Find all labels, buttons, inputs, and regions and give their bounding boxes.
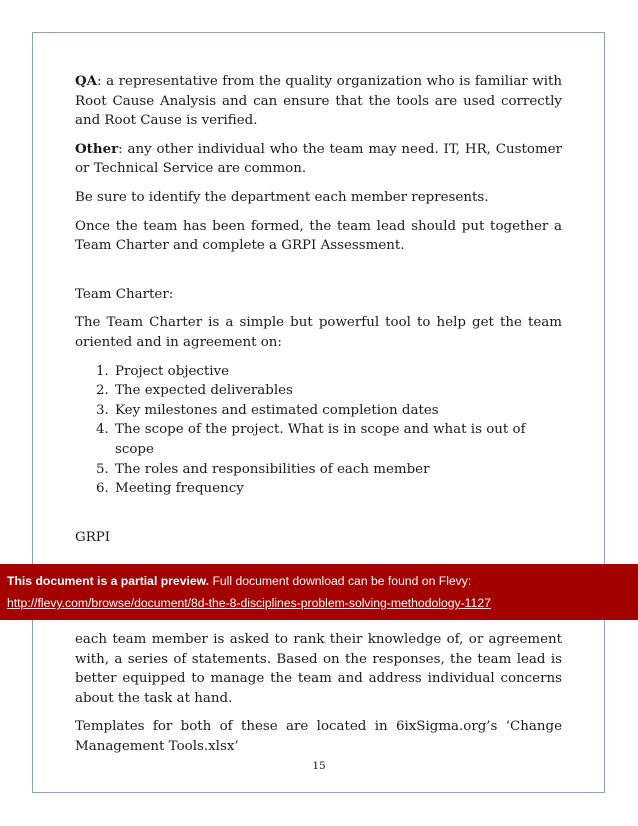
preview-notice	[7, 574, 471, 588]
templates-paragraph: Templates for both of these are located in 6ixSigma.org’s ‘Change Management Tools.xlsx’	[75, 719, 562, 754]
grpi-paragraph: each team member is asked to rank their knowledge of, or agreement with, a series of statements. Based on the responses, the team lead is better equipped to manage the team and address individual concerns about the task at hand.	[75, 632, 562, 706]
other-text: : any other individual who the team may need. IT, HR, Customer or Technical Service are common.	[75, 141, 562, 177]
preview-normal-text: Full document download can be found on Flevy:	[209, 574, 472, 588]
grpi-heading: GRPI	[75, 529, 111, 545]
team-charter-intro: The Team Charter is a simple but powerful tool to help get the team oriented and in agreement on:	[75, 315, 562, 350]
list-item: 1. Project objective	[113, 362, 562, 382]
document-body	[75, 72, 562, 556]
qa-label: QA	[75, 73, 98, 89]
page-number: 15	[312, 760, 326, 772]
other-paragraph	[75, 140, 562, 179]
list-item: 4. The scope of the project. What is in scope and what is out of scope	[113, 420, 562, 459]
list-item: 5. The roles and responsibilities of each member	[113, 460, 562, 480]
qa-paragraph	[75, 72, 562, 131]
list-item: 6. Meeting frequency	[113, 479, 562, 499]
document-body-lower	[75, 630, 562, 766]
preview-banner	[0, 564, 638, 620]
qa-text: : a representative from the quality organization who is familiar with Root Cause Analysis and can ensure that the tools are used correctly and Root Cause is verified.	[75, 74, 562, 129]
flevy-download-link[interactable]: http://flevy.com/browse/document/8d-the-8-disciplines-problem-solving-methodology-1127	[7, 596, 491, 610]
list-item: 2. The expected deliverables	[113, 381, 562, 401]
department-paragraph: Be sure to identify the department each member represents.	[75, 189, 489, 205]
charter-list	[75, 362, 562, 499]
team-charter-heading: Team Charter:	[75, 286, 174, 302]
list-item: 3. Key milestones and estimated completion dates	[113, 401, 562, 421]
other-label: Other	[75, 140, 119, 157]
team-formed-paragraph: Once the team has been formed, the team lead should put together a Team Charter and complete a GRPI Assessment.	[75, 218, 562, 254]
preview-bold-text: This document is a partial preview.	[7, 574, 210, 588]
